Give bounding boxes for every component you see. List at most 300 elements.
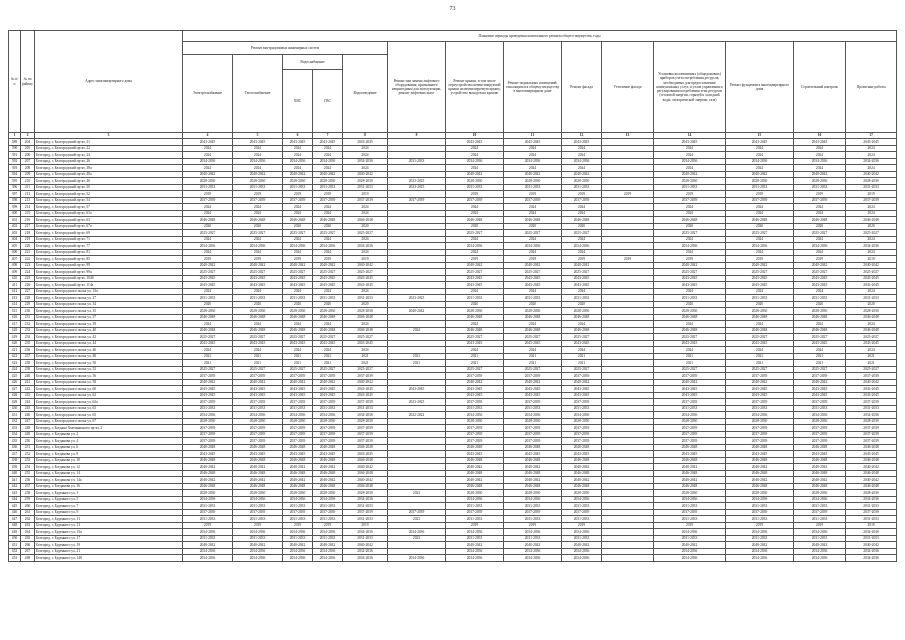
period-cell: 2028-2030 xyxy=(343,178,388,185)
period-cell: 2024 xyxy=(654,210,726,217)
period-cell: 2046-2048 xyxy=(726,327,794,334)
period-cell: 2046-2048 xyxy=(183,217,233,224)
district-number: 238 xyxy=(21,360,35,367)
period-cell: 2043-2045 xyxy=(846,451,897,458)
period-cell: 2040-2042 xyxy=(446,542,504,549)
period-cell: 2024 xyxy=(313,204,343,211)
period-cell: 2037-2039 xyxy=(313,373,343,380)
period-cell: 2037-2039 xyxy=(654,438,726,445)
period-cell: 2025-2027 xyxy=(343,334,388,341)
period-cell: 2043-2045 xyxy=(794,340,846,347)
district-number: 247 xyxy=(21,418,35,425)
period-cell: 2024 xyxy=(794,152,846,159)
period-cell: 2028-2030 xyxy=(233,490,283,497)
address-cell: Белгород, г, Белгородский пр-кт, 57 xyxy=(35,204,183,211)
period-cell: 2037-2039 xyxy=(233,438,283,445)
period-cell: 2024 xyxy=(846,249,897,256)
period-cell: 2023 xyxy=(388,490,446,497)
period-cell: 2046-2048 xyxy=(233,483,283,490)
period-cell: 2037-2039 xyxy=(343,399,388,406)
period-cell: 2034-2036 xyxy=(794,496,846,503)
period-cell: 2043-2045 xyxy=(183,340,233,347)
address-cell: Белгород, г, Белгородского полка ул, 58 xyxy=(35,379,183,386)
period-cell: 2025-2027 xyxy=(313,230,343,237)
period-cell: 2043-2045 xyxy=(794,139,846,146)
period-cell: 2024 xyxy=(446,249,504,256)
period-cell: 2025-2027 xyxy=(726,366,794,373)
period-cell: 2037-2039 xyxy=(846,197,897,204)
period-cell: 2043-2045 xyxy=(504,451,562,458)
address-cell: Белгород, г, Богдана Хмельницкого пр-кт, 2 xyxy=(35,425,183,432)
period-cell: 2024 xyxy=(283,321,313,328)
period-cell: 2046-2048 xyxy=(794,314,846,321)
period-cell: 2024 xyxy=(343,145,388,152)
period-cell: 2043-2045 xyxy=(388,386,446,393)
period-cell: 2046-2048 xyxy=(726,483,794,490)
address-cell: Белгород, г, Белгородский пр-кт, 50 xyxy=(35,184,183,191)
period-cell: 2037-2039 xyxy=(654,373,726,380)
table-body xyxy=(9,139,897,562)
row-number: 403 xyxy=(9,230,21,237)
district-number: 257 xyxy=(21,483,35,490)
period-cell: 2019 xyxy=(313,522,343,529)
row-number: 424 xyxy=(9,366,21,373)
period-cell: 2024 xyxy=(846,210,897,217)
address-cell: Белгород, г, Белгородский пр-кт, 26 xyxy=(35,158,183,165)
period-cell: 2020 xyxy=(283,223,313,230)
period-cell: 2024 xyxy=(846,321,897,328)
period-cell: 2046-2048 xyxy=(313,327,343,334)
period-cell: 2031-2033 xyxy=(654,535,726,542)
row-number: 401 xyxy=(9,217,21,224)
period-cell: 2021 xyxy=(446,353,504,360)
period-cell: 2034-2036 xyxy=(654,496,726,503)
district-number: 214 xyxy=(21,204,35,211)
period-cell: 2028-2030 xyxy=(504,178,562,185)
period-cell: 2028-2030 xyxy=(504,418,562,425)
period-cell: 2046-2048 xyxy=(846,470,897,477)
period-cell: 2025-2027 xyxy=(446,334,504,341)
period-cell: 2037-2039 xyxy=(283,373,313,380)
period-cell: 2040-2042 xyxy=(233,477,283,484)
period-cell: 2040-2042 xyxy=(794,171,846,178)
period-cell: 2034-2036 xyxy=(562,412,602,419)
period-cell: 2046-2048 xyxy=(343,217,388,224)
period-cell: 2025-2027 xyxy=(726,269,794,276)
period-cell: 2034-2036 xyxy=(446,496,504,503)
period-cell: 2034-2036 xyxy=(183,158,233,165)
period-cell: 2040-2042 xyxy=(388,308,446,315)
period-cell: 2040-2042 xyxy=(343,379,388,386)
period-cell: 2037-2039 xyxy=(313,425,343,432)
period-cell: 2024 xyxy=(233,204,283,211)
period-cell: 2034-2036 xyxy=(846,555,897,562)
district-number: 223 xyxy=(21,262,35,269)
period-cell: 2028-2030 xyxy=(654,418,726,425)
period-cell: 2019 xyxy=(283,256,313,263)
period-cell: 2024 xyxy=(794,347,846,354)
period-cell: 2031-2033 xyxy=(726,184,794,191)
period-cell: 2020 xyxy=(846,301,897,308)
period-cell: 2034-2036 xyxy=(726,496,794,503)
column-number: 16 xyxy=(794,133,846,139)
period-cell: 2040-2042 xyxy=(504,464,562,471)
district-number: 248 xyxy=(21,425,35,432)
period-cell: 2020 xyxy=(313,223,343,230)
period-cell: 2040-2042 xyxy=(726,171,794,178)
period-cell: 2034-2036 xyxy=(794,548,846,555)
row-number: 411 xyxy=(9,282,21,289)
address-cell: Белгород, г, Буденного ул, 13 xyxy=(35,522,183,529)
period-cell: 2040-2042 xyxy=(726,262,794,269)
period-cell: 2019 xyxy=(343,256,388,263)
period-cell: 2037-2039 xyxy=(504,425,562,432)
address-cell: Белгород, г, Богданова ул, 14 xyxy=(35,470,183,477)
period-cell: 2024 xyxy=(183,236,233,243)
period-cell: 2037-2039 xyxy=(654,197,726,204)
column-number: 15 xyxy=(726,133,794,139)
period-cell: 2031-2033 xyxy=(313,503,343,510)
period-cell: 2031-2033 xyxy=(504,503,562,510)
period-cell: 2037-2039 xyxy=(794,509,846,516)
period-cell: 2024 xyxy=(654,152,726,159)
period-cell: 2043-2045 xyxy=(726,392,794,399)
period-cell: 2024 xyxy=(183,321,233,328)
period-cell: 2040-2042 xyxy=(233,464,283,471)
period-cell: 2046-2048 xyxy=(726,457,794,464)
column-number: 4 xyxy=(183,133,233,139)
period-cell: 2034-2036 xyxy=(446,548,504,555)
address-cell: Белгород, г, Белгородского полка ул, 56 xyxy=(35,373,183,380)
period-cell: 2031-2033 xyxy=(446,503,504,510)
period-cell: 2019 xyxy=(504,191,562,198)
period-cell: 2043-2045 xyxy=(846,282,897,289)
row-number: 452 xyxy=(9,548,21,555)
period-cell: 2037-2039 xyxy=(504,431,562,438)
period-cell: 2024 xyxy=(726,210,794,217)
period-cell: 2034-2036 xyxy=(183,412,233,419)
period-cell: 2028-2030 xyxy=(654,490,726,497)
period-cell: 2024 xyxy=(504,210,562,217)
period-cell: 2043-2045 xyxy=(846,386,897,393)
period-cell: 2024 xyxy=(343,236,388,243)
district-number: 218 xyxy=(21,230,35,237)
row-number: 408 xyxy=(9,262,21,269)
period-cell: 2043-2045 xyxy=(446,282,504,289)
period-cell: 2019 xyxy=(562,191,602,198)
column-number: 5 xyxy=(233,133,283,139)
address-cell: Белгород, г, Белгородский пр-кт, 85 xyxy=(35,256,183,263)
period-cell: 2043-2045 xyxy=(726,282,794,289)
period-cell: 2020 xyxy=(504,301,562,308)
row-number: 419 xyxy=(9,334,21,341)
period-cell: 2037-2039 xyxy=(283,425,313,432)
address-cell: Белгород, г, Богданова ул, 10 xyxy=(35,457,183,464)
period-cell: 2034-2036 xyxy=(313,158,343,165)
period-cell: 2025-2027 xyxy=(183,269,233,276)
period-cell: 2037-2039 xyxy=(233,197,283,204)
period-cell: 2043-2045 xyxy=(343,275,388,282)
period-cell: 2046-2048 xyxy=(183,444,233,451)
period-cell: 2043-2045 xyxy=(794,275,846,282)
period-cell: 2046-2048 xyxy=(343,470,388,477)
period-cell: 2046-2048 xyxy=(283,217,313,224)
period-cell: 2037-2039 xyxy=(446,425,504,432)
period-cell: 2046-2048 xyxy=(283,470,313,477)
period-cell: 2043-2045 xyxy=(343,139,388,146)
period-cell: 2043-2045 xyxy=(313,340,343,347)
period-cell: 2031-2033 xyxy=(504,535,562,542)
address-cell: Белгород, г, Богданова ул, 16 xyxy=(35,483,183,490)
row-number: 417 xyxy=(9,321,21,328)
period-cell: 2046-2048 xyxy=(343,314,388,321)
period-cell: 2020 xyxy=(726,301,794,308)
period-cell: 2034-2036 xyxy=(562,158,602,165)
period-cell: 2019 xyxy=(313,191,343,198)
address-cell: Белгород, г, Белгородского полка ул, 27 xyxy=(35,295,183,302)
row-number: 432 xyxy=(9,418,21,425)
address-cell: Белгород, г, Богданова ул, 14а xyxy=(35,477,183,484)
period-cell: 2024 xyxy=(233,210,283,217)
period-cell: 2037-2039 xyxy=(504,399,562,406)
period-cell: 2046-2048 xyxy=(504,457,562,464)
row-number: 448 xyxy=(9,522,21,529)
period-cell: 2043-2045 xyxy=(562,451,602,458)
row-number: 415 xyxy=(9,308,21,315)
period-cell: 2028-2030 xyxy=(846,418,897,425)
period-cell: 2037-2039 xyxy=(726,399,794,406)
column-number: 1 xyxy=(9,133,21,139)
period-cell: 2046-2048 xyxy=(343,457,388,464)
period-cell: 2043-2045 xyxy=(343,386,388,393)
period-cell: 2031-2033 xyxy=(446,535,504,542)
address-cell: Белгород, г, Буденного ул, 5 xyxy=(35,496,183,503)
period-cell: 2028-2030 xyxy=(726,178,794,185)
period-cell: 2046-2048 xyxy=(446,327,504,334)
period-cell: 2024 xyxy=(343,249,388,256)
period-cell: 2034-2036 xyxy=(313,243,343,250)
period-cell: 2021 xyxy=(562,353,602,360)
period-cell: 2020 xyxy=(562,301,602,308)
period-cell: 2043-2045 xyxy=(726,275,794,282)
address-cell: Белгород, г, Белгородского полка ул, 62 xyxy=(35,392,183,399)
period-cell: 2025-2027 xyxy=(446,230,504,237)
period-cell: 2043-2045 xyxy=(183,282,233,289)
row-number: 444 xyxy=(9,496,21,503)
address-cell: Белгород, г, Белгородского полка ул, 34 xyxy=(35,301,183,308)
period-cell: 2043-2045 xyxy=(446,392,504,399)
period-cell: 2031-2033 xyxy=(726,295,794,302)
row-number: 406 xyxy=(9,249,21,256)
period-cell: 2031-2033 xyxy=(343,503,388,510)
period-cell: 2024 xyxy=(794,249,846,256)
period-cell: 2040-2042 xyxy=(283,542,313,549)
period-cell: 2031-2033 xyxy=(846,516,897,523)
period-cell: 2037-2039 xyxy=(313,438,343,445)
period-cell: 2024 xyxy=(504,204,562,211)
period-cell: 2031-2033 xyxy=(183,405,233,412)
period-cell: 2031-2033 xyxy=(313,295,343,302)
period-cell: 2031-2033 xyxy=(562,405,602,412)
period-cell: 2040-2042 xyxy=(794,262,846,269)
period-cell: 2019 xyxy=(602,256,654,263)
period-cell: 2043-2045 xyxy=(313,386,343,393)
period-cell: 2043-2045 xyxy=(313,451,343,458)
address-cell: Белгород, г, Белгородский пр-кт, 61а xyxy=(35,210,183,217)
period-cell: 2034-2036 xyxy=(313,548,343,555)
period-cell: 2040-2042 xyxy=(183,171,233,178)
col-facade: Ремонт фасада xyxy=(562,42,602,133)
period-cell: 2025-2027 xyxy=(794,366,846,373)
address-cell: Белгород, г, Белгородского полка ул, 37 xyxy=(35,314,183,321)
address-cell: Белгород, г, Белгородского полка ул, 46 xyxy=(35,347,183,354)
period-cell: 2046-2048 xyxy=(446,483,504,490)
period-cell: 2024 xyxy=(446,145,504,152)
period-cell: 2031-2033 xyxy=(446,184,504,191)
period-cell: 2024 xyxy=(183,165,233,172)
row-number: 442 xyxy=(9,483,21,490)
row-number: 450 xyxy=(9,535,21,542)
period-cell: 2046-2048 xyxy=(504,314,562,321)
period-cell: 2034-2036 xyxy=(846,548,897,555)
period-cell: 2028-2030 xyxy=(183,418,233,425)
period-cell: 2040-2042 xyxy=(313,542,343,549)
period-cell: 2020 xyxy=(233,301,283,308)
period-cell: 2031-2033 xyxy=(504,184,562,191)
period-cell: 2019 xyxy=(283,522,313,529)
period-cell: 2024 xyxy=(233,165,283,172)
period-cell: 2020 xyxy=(562,223,602,230)
period-cell: 2037-2039 xyxy=(562,197,602,204)
period-cell: 2046-2048 xyxy=(313,217,343,224)
district-number: 243 xyxy=(21,392,35,399)
period-cell: 2040-2042 xyxy=(233,262,283,269)
period-cell: 2046-2048 xyxy=(233,327,283,334)
period-cell: 2043-2045 xyxy=(343,451,388,458)
period-cell: 2024 xyxy=(283,249,313,256)
period-cell: 2034-2036 xyxy=(233,529,283,536)
district-number: 267 xyxy=(21,548,35,555)
address-cell: Белгород, г, Буденного ул, 11 xyxy=(35,516,183,523)
row-number: 390 xyxy=(9,145,21,152)
period-cell: 2043-2045 xyxy=(846,392,897,399)
period-cell: 2037-2039 xyxy=(654,431,726,438)
period-cell: 2025-2027 xyxy=(233,269,283,276)
period-cell: 2040-2042 xyxy=(726,477,794,484)
period-cell: 2031-2033 xyxy=(794,503,846,510)
period-cell: 2046-2048 xyxy=(504,470,562,477)
period-cell: 2040-2042 xyxy=(313,464,343,471)
page-number: 73 xyxy=(449,6,456,12)
period-cell: 2019 xyxy=(794,256,846,263)
period-cell: 2040-2042 xyxy=(562,171,602,178)
period-cell: 2034-2036 xyxy=(283,412,313,419)
period-cell: 2024 xyxy=(654,347,726,354)
period-cell: 2037-2039 xyxy=(794,399,846,406)
period-cell: 2034-2036 xyxy=(343,496,388,503)
address-cell: Белгород, г, Белгородский пр-кт, 40а xyxy=(35,171,183,178)
row-number: 410 xyxy=(9,275,21,282)
col-sewer: Водоотведение xyxy=(343,55,388,133)
period-cell: 2034-2036 xyxy=(313,529,343,536)
period-cell: 2043-2045 xyxy=(846,340,897,347)
period-cell: 2024 xyxy=(726,347,794,354)
period-cell: 2019 xyxy=(562,522,602,529)
period-cell: 2037-2039 xyxy=(183,373,233,380)
row-number: 423 xyxy=(9,360,21,367)
period-cell: 2021 xyxy=(233,353,283,360)
period-cell: 2037-2039 xyxy=(233,509,283,516)
period-cell: 2020 xyxy=(343,223,388,230)
district-number: 268 xyxy=(21,555,35,562)
period-cell: 2037-2039 xyxy=(794,197,846,204)
period-cell: 2040-2042 xyxy=(504,542,562,549)
period-cell: 2046-2048 xyxy=(794,217,846,224)
period-cell: 2034-2036 xyxy=(562,529,602,536)
period-cell: 2025-2027 xyxy=(726,334,794,341)
period-cell: 2043-2045 xyxy=(446,139,504,146)
district-number: 251 xyxy=(21,444,35,451)
period-cell: 2037-2039 xyxy=(283,431,313,438)
period-cell: 2019 xyxy=(846,191,897,198)
period-cell: 2025-2027 xyxy=(562,334,602,341)
period-cell: 2028-2030 xyxy=(654,178,726,185)
period-cell: 2024 xyxy=(562,165,602,172)
period-cell: 2025-2027 xyxy=(726,230,794,237)
period-cell: 2040-2042 xyxy=(183,262,233,269)
period-cell: 2028-2030 xyxy=(233,308,283,315)
col-electro: Электроснабжение xyxy=(183,55,233,133)
period-cell: 2040-2042 xyxy=(726,464,794,471)
period-cell: 2019 xyxy=(654,256,726,263)
period-cell: 2034-2036 xyxy=(343,412,388,419)
period-cell: 2028-2030 xyxy=(343,490,388,497)
period-cell: 2046-2048 xyxy=(446,444,504,451)
district-number: 250 xyxy=(21,438,35,445)
row-number: 422 xyxy=(9,353,21,360)
period-cell: 2024 xyxy=(794,288,846,295)
period-cell: 2034-2036 xyxy=(343,158,388,165)
period-cell: 2046-2048 xyxy=(283,444,313,451)
period-cell: 2021 xyxy=(343,360,388,367)
row-number: 439 xyxy=(9,464,21,471)
address-cell: Белгород, г, Белгородского полка ул, 60 xyxy=(35,386,183,393)
period-cell: 2043-2045 xyxy=(233,386,283,393)
district-number: 228 xyxy=(21,295,35,302)
period-cell: 2028-2030 xyxy=(446,490,504,497)
district-number: 235 xyxy=(21,340,35,347)
district-number: 231 xyxy=(21,314,35,321)
period-cell: 2019 xyxy=(343,191,388,198)
group-main-header: Плановые периоды проведения капитального ремонта общего имущества, годы xyxy=(183,31,897,42)
period-cell: 2040-2042 xyxy=(846,262,897,269)
period-cell: 2031-2033 xyxy=(343,405,388,412)
period-cell: 2028-2030 xyxy=(313,178,343,185)
period-cell: 2043-2045 xyxy=(504,275,562,282)
row-number: 428 xyxy=(9,392,21,399)
period-cell: 2034-2036 xyxy=(504,555,562,562)
period-cell: 2034-2036 xyxy=(504,243,562,250)
period-cell: 2019 xyxy=(504,522,562,529)
period-cell: 2046-2048 xyxy=(562,444,602,451)
address-cell: Белгород, г, Белгородский пр-кт, 67а xyxy=(35,223,183,230)
row-number: 449 xyxy=(9,529,21,536)
period-cell: 2043-2045 xyxy=(183,392,233,399)
period-cell: 2025-2027 xyxy=(313,334,343,341)
district-number: 213 xyxy=(21,197,35,204)
period-cell: 2024 xyxy=(446,347,504,354)
period-cell: 2021 xyxy=(794,360,846,367)
